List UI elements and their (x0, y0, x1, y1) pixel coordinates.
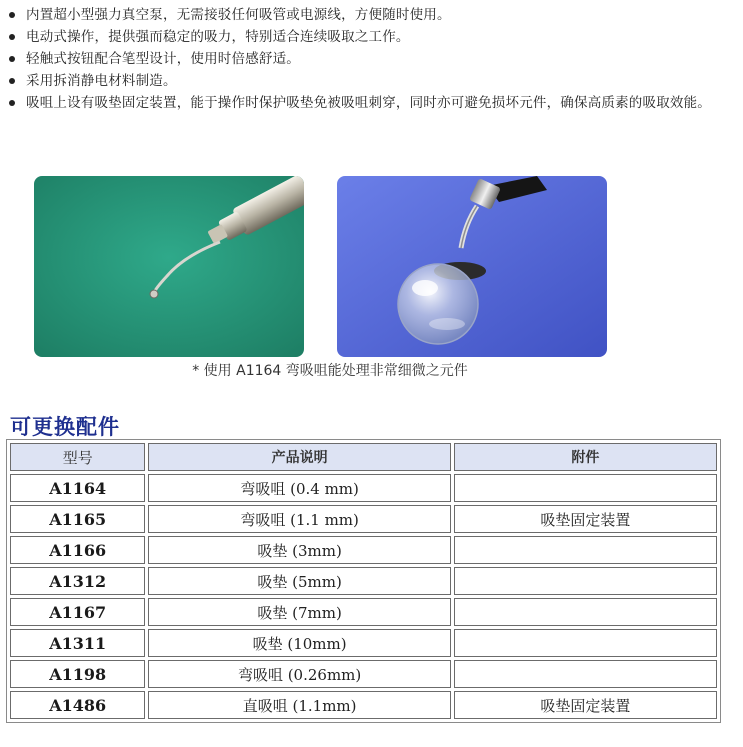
cell-accessory (454, 536, 717, 564)
feature-item (6, 4, 741, 26)
cell-model: A1486 (10, 691, 145, 719)
cell-accessory (454, 660, 717, 688)
bent-nozzle-photo (34, 176, 304, 357)
cell-model: A1165 (10, 505, 145, 533)
feature-text: 采用拆消静电材料制造。 (26, 73, 177, 89)
table-row (10, 474, 717, 502)
nozzle-holding-glass-sphere-photo (337, 176, 607, 357)
bullet-icon (9, 100, 15, 106)
cell-model: A1198 (10, 660, 145, 688)
cell-accessory (454, 598, 717, 626)
cell-model: A1164 (10, 474, 145, 502)
bullet-icon (9, 56, 15, 62)
cell-description: 弯吸咀 (0.4 mm) (148, 474, 450, 502)
table-row (10, 629, 717, 657)
feature-text: 吸咀上设有吸垫固定装置，能于操作时保护吸垫免被吸咀刺穿，同时亦可避免损坏元件，确保高质素的吸取效能。 (26, 95, 711, 111)
cell-model: A1166 (10, 536, 145, 564)
table-header-row (10, 443, 717, 471)
cell-model: A1311 (10, 629, 145, 657)
cell-accessory: 吸垫固定装置 (454, 691, 717, 719)
feature-text: 电动式操作，提供强而稳定的吸力，特别适合连续吸取之工作。 (26, 29, 410, 45)
header-description: 产品说明 (148, 443, 450, 471)
cell-model: A1167 (10, 598, 145, 626)
cell-description: 吸垫 (3mm) (148, 536, 450, 564)
feature-text: 内置超小型强力真空泵，无需接驳任何吸管或电源线，方便随时使用。 (26, 7, 451, 23)
feature-text: 轻触式按钮配合笔型设计，使用时倍感舒适。 (26, 51, 300, 67)
bullet-icon (9, 12, 15, 18)
table-row (10, 598, 717, 626)
feature-item (6, 70, 741, 92)
photo-caption: * 使用 A1164 弯吸咀能处理非常细微之元件 (192, 363, 468, 379)
table-row (10, 505, 717, 533)
section-title: 可更换配件 (10, 414, 120, 439)
cell-description: 吸垫 (7mm) (148, 598, 450, 626)
feature-item (6, 48, 741, 70)
cell-accessory (454, 567, 717, 595)
cell-description: 弯吸咀 (1.1 mm) (148, 505, 450, 533)
table-row (10, 691, 717, 719)
bullet-icon (9, 78, 15, 84)
cell-description: 吸垫 (5mm) (148, 567, 450, 595)
cell-accessory (454, 629, 717, 657)
cell-accessory (454, 474, 717, 502)
cell-description: 吸垫 (10mm) (148, 629, 450, 657)
bullet-icon (9, 34, 15, 40)
table-row (10, 660, 717, 688)
parts-table (6, 439, 721, 723)
cell-accessory: 吸垫固定装置 (454, 505, 717, 533)
cell-model: A1312 (10, 567, 145, 595)
table-row (10, 567, 717, 595)
cell-description: 直吸咀 (1.1mm) (148, 691, 450, 719)
cell-description: 弯吸咀 (0.26mm) (148, 660, 450, 688)
table-row (10, 536, 717, 564)
header-model: 型号 (10, 443, 145, 471)
header-accessory: 附件 (454, 443, 717, 471)
feature-item (6, 92, 741, 114)
feature-list (6, 4, 741, 114)
feature-item (6, 26, 741, 48)
